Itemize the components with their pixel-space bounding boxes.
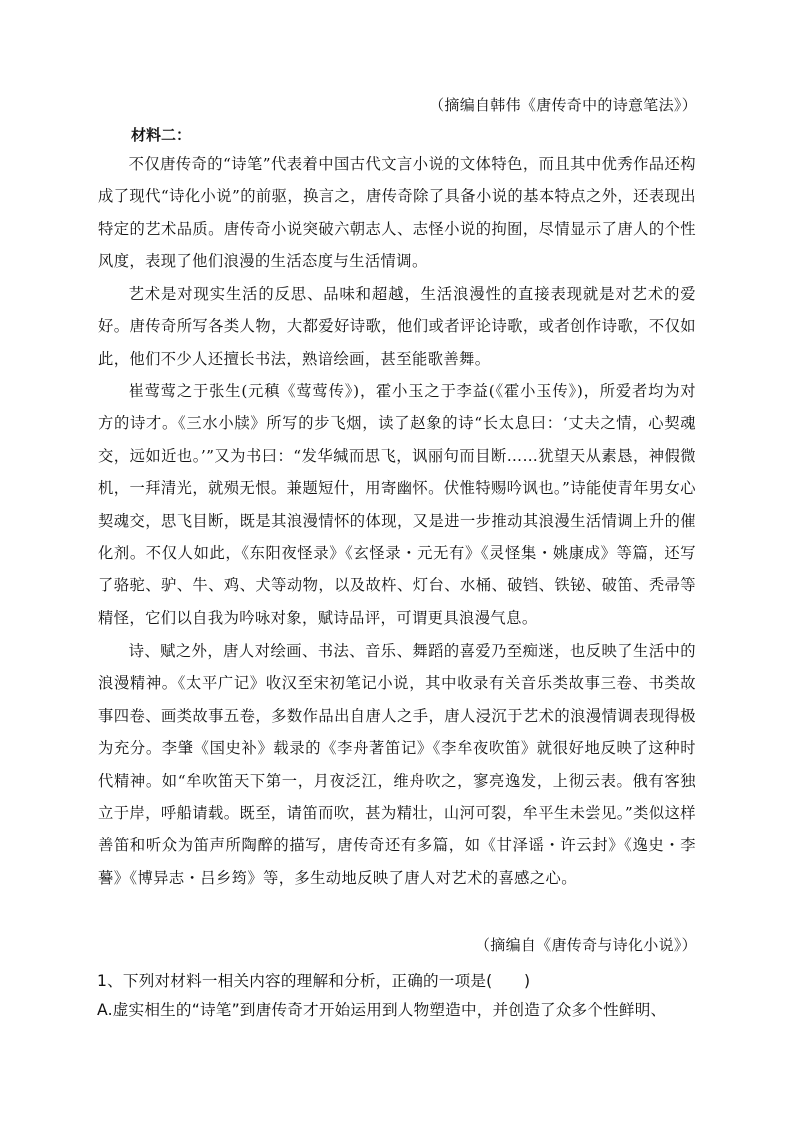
paragraph-3: 崔莺莺之于张生(元稹《莺莺传》)，霍小玉之于李益(《霍小玉传》)，所爱者均为对方的诗才。《三水小牍》所写的步飞烟，读了赵象的诗“长太息曰：‘丈夫之情，心契魂交，远如近也。’”又为书曰：“发华缄而思飞，讽丽句而目断……犹望天从素恳，神假微机，一拜清光，就殒无恨。兼题短什，用寄幽怀。伏惟特赐吟讽也。”诗能使青年男女心契魂交，思飞目断，既是其浪漫情怀的体现，又是进一步推动其浪漫生活情调上升的催化剂。不仅人如此，《东阳夜怪录》《玄怪录・元无有》《灵怪集・姚康成》等篇，还写了骆驼、驴、牛、鸡、犬等动物，以及故杵、灯台、水桶、破铛、铁铋、破笛、秃帚等精怪，它们以自我为吟咏对象，赋诗品评，可谓更具浪漫气息。 xyxy=(98,382,696,627)
section-heading: 材料二： xyxy=(131,126,192,144)
paragraph-2: 艺术是对现实生活的反思、品味和超越，生活浪漫性的直接表现就是对艺术的爱好。唐传奇所写各类人物，大都爱好诗歌，他们或者评论诗歌，或者创作诗歌，不仅如此，他们不少人还擅长书法，熟谙绘画，甚至能歌善舞。 xyxy=(98,285,696,368)
question-stem: 1、下列对材料一相关内容的理解和分析，正确的一项是( ) xyxy=(97,972,531,990)
source-citation-bottom: （摘编自《唐传奇与诗化小说》） xyxy=(474,936,697,954)
source-citation-top: （摘编自韩伟《唐传奇中的诗意笔法》） xyxy=(429,96,697,114)
paragraph-4: 诗、赋之外，唐人对绘画、书法、音乐、舞蹈的喜爱乃至痴迷，也反映了生活中的浪漫精神。《太平广记》收汉至宋初笔记小说，其中收录有关音乐类故事三卷、书类故事四卷、画类故事五卷，多数作品出自唐人之手，唐人浸沉于艺术的浪漫情调表现得极为充分。李肇《国史补》载录的《李舟著笛记》《李牟夜吹笛》就很好地反映了这种时代精神。如“牟吹笛天下第一，月夜泛江，维舟吹之，寥亮逸发，上彻云表。俄有客独立于岸，呼船请载。既至，请笛而吹，甚为精壮，山河可裂，牟平生未尝见。”类似这样善笛和听众为笛声所陶醉的描写，唐传奇还有多篇，如《甘泽谣・许云封》《逸史・李謩》《博异志・吕乡筠》等，多生动地反映了唐人对艺术的喜感之心。 xyxy=(98,642,696,887)
option-a: A.虚实相生的“诗笔”到唐传奇才开始运用到人物塑造中，并创造了众多个性鲜明、 xyxy=(97,1001,667,1019)
paragraph-1: 不仅唐传奇的“诗笔”代表着中国古代文言小说的文体特色，而且其中优秀作品还构成了现代“诗化小说”的前驱，换言之，唐传奇除了具备小说的基本特点之外，还表现出特定的艺术品质。唐传奇小说突破六朝志人、志怪小说的拘囿，尽情显示了唐人的个性风度，表现了他们浪漫的生活态度与生活情调。 xyxy=(98,155,696,271)
